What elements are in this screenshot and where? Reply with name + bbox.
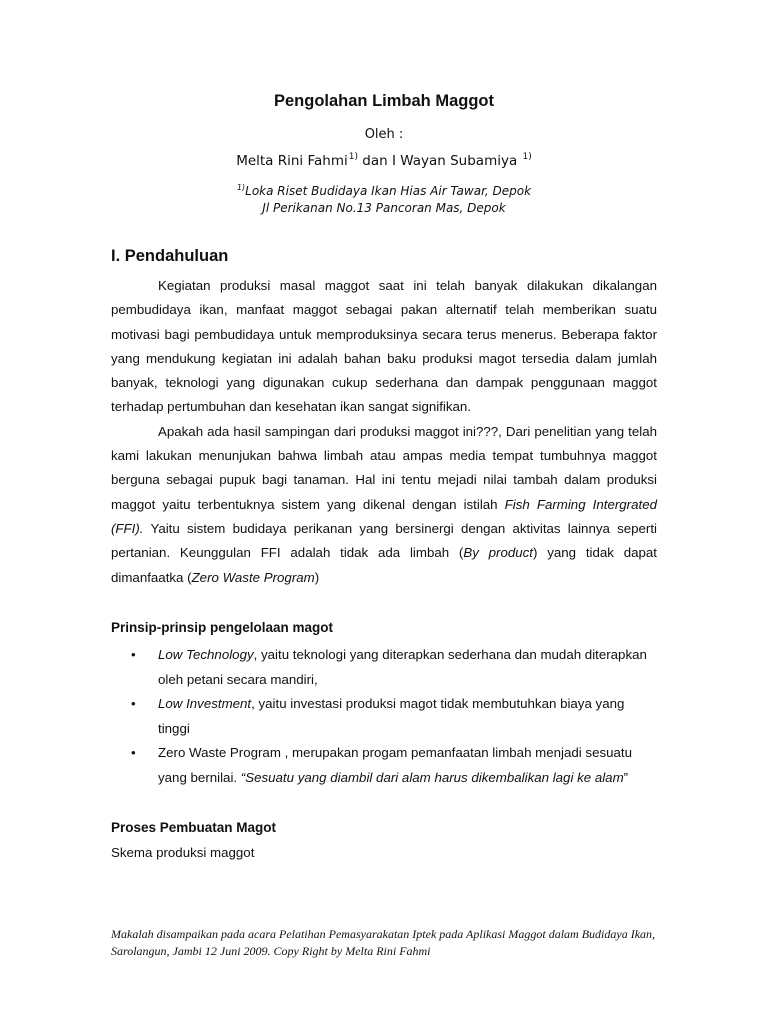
author-name-1: Melta Rini Fahmi: [236, 153, 348, 169]
author-affil-mark-2: 1): [522, 152, 532, 162]
page-footer: Makalah disampaikan pada acara Pelatihan Pemasyarakatan Iptek pada Aplikasi Maggot dalam Budidaya Ikan, Sarolangun, Jambi 12 Juni 2009. Copy Right by Melta Rini Fahmi: [111, 927, 656, 958]
paragraph-2: Apakah ada hasil sampingan dari produksi maggot ini???, Dari penelitian yang telah kami lakukan menunjukan bahwa limbah atau ampas media tempat tumbuhnya maggot berguna sebagai pupuk bagi tanaman. Hal ini tentu mejadi nilai tambah dalam produksi maggot yaitu terbentuknya sistem yang dikenal dengan istilah Fish Farming Intergrated (FFI). Yaitu sistem budidaya perikanan yang bersinergi dengan aktivitas lainnya seperti pertanian. Keunggulan FFI adalah tidak ada limbah (By product) yang tidak dapat dimanfaatka (Zero Waste Program): [111, 423, 657, 585]
author-name-2: dan I Wayan Subamiya: [362, 153, 518, 169]
section-heading-prinsip: Prinsip-prinsip pengelolaan magot: [111, 620, 334, 635]
principles-list: [111, 643, 657, 790]
section-heading-pendahuluan: I. Pendahuluan: [111, 247, 229, 265]
paragraph-1: Kegiatan produksi masal maggot saat ini telah banyak dilakukan dikalangan pembudidaya ikan, manfaat maggot sebagai pakan alternatif telah memberikan suatu motivasi bagi pembudidaya untuk memproduksinya secara terus menerus. Beberapa faktor yang mendukung kegiatan ini adalah bahan baku produksi magot tersedia dalam jumlah banyak, teknologi yang digunakan cukup sederhana dan dampak penggunaan maggot terhadap pertumbuhan dan kesehatan ikan sangat signifikan.: [111, 278, 657, 415]
schema-caption: Skema produksi maggot: [111, 845, 255, 860]
author-line: [0, 152, 768, 169]
intro-body: [111, 274, 657, 590]
list-item: • Zero Waste Program , merupakan progam pemanfaatan limbah menjadi sesuatu yang bernilai. “Sesuatu yang diambil dari alam harus dikembalikan lagi ke alam”: [111, 741, 657, 790]
emphasis-by-product: By product: [463, 545, 533, 561]
author-affil-mark-1: 1): [348, 152, 358, 162]
affiliation: [0, 179, 768, 217]
affiliation-line-1: $^{1)}$Loka Riset Budidaya Ikan Hias Air Tawar, Depok: [236, 183, 532, 198]
list-item: • Low Investment, yaitu investasi produksi magot tidak membutuhkan biaya yang tinggi: [111, 692, 657, 741]
document-title: Pengolahan Limbah Maggot: [273, 92, 494, 110]
byline: Oleh :: [364, 127, 404, 142]
emphasis-zero-waste: Zero Waste Program: [191, 569, 315, 585]
affiliation-line-2: Jl Perikanan No.13 Pancoran Mas, Depok: [262, 201, 506, 215]
emphasis-ffi: Fish Farming Intergrated (FFI).: [111, 496, 657, 536]
section-heading-proses: Proses Pembuatan Magot: [111, 820, 277, 835]
affiliation-mark: 1): [236, 183, 246, 192]
list-item: • Low Technology, yaitu teknologi yang diterapkan sederhana dan mudah diterapkan oleh petani secara mandiri,: [111, 643, 657, 692]
